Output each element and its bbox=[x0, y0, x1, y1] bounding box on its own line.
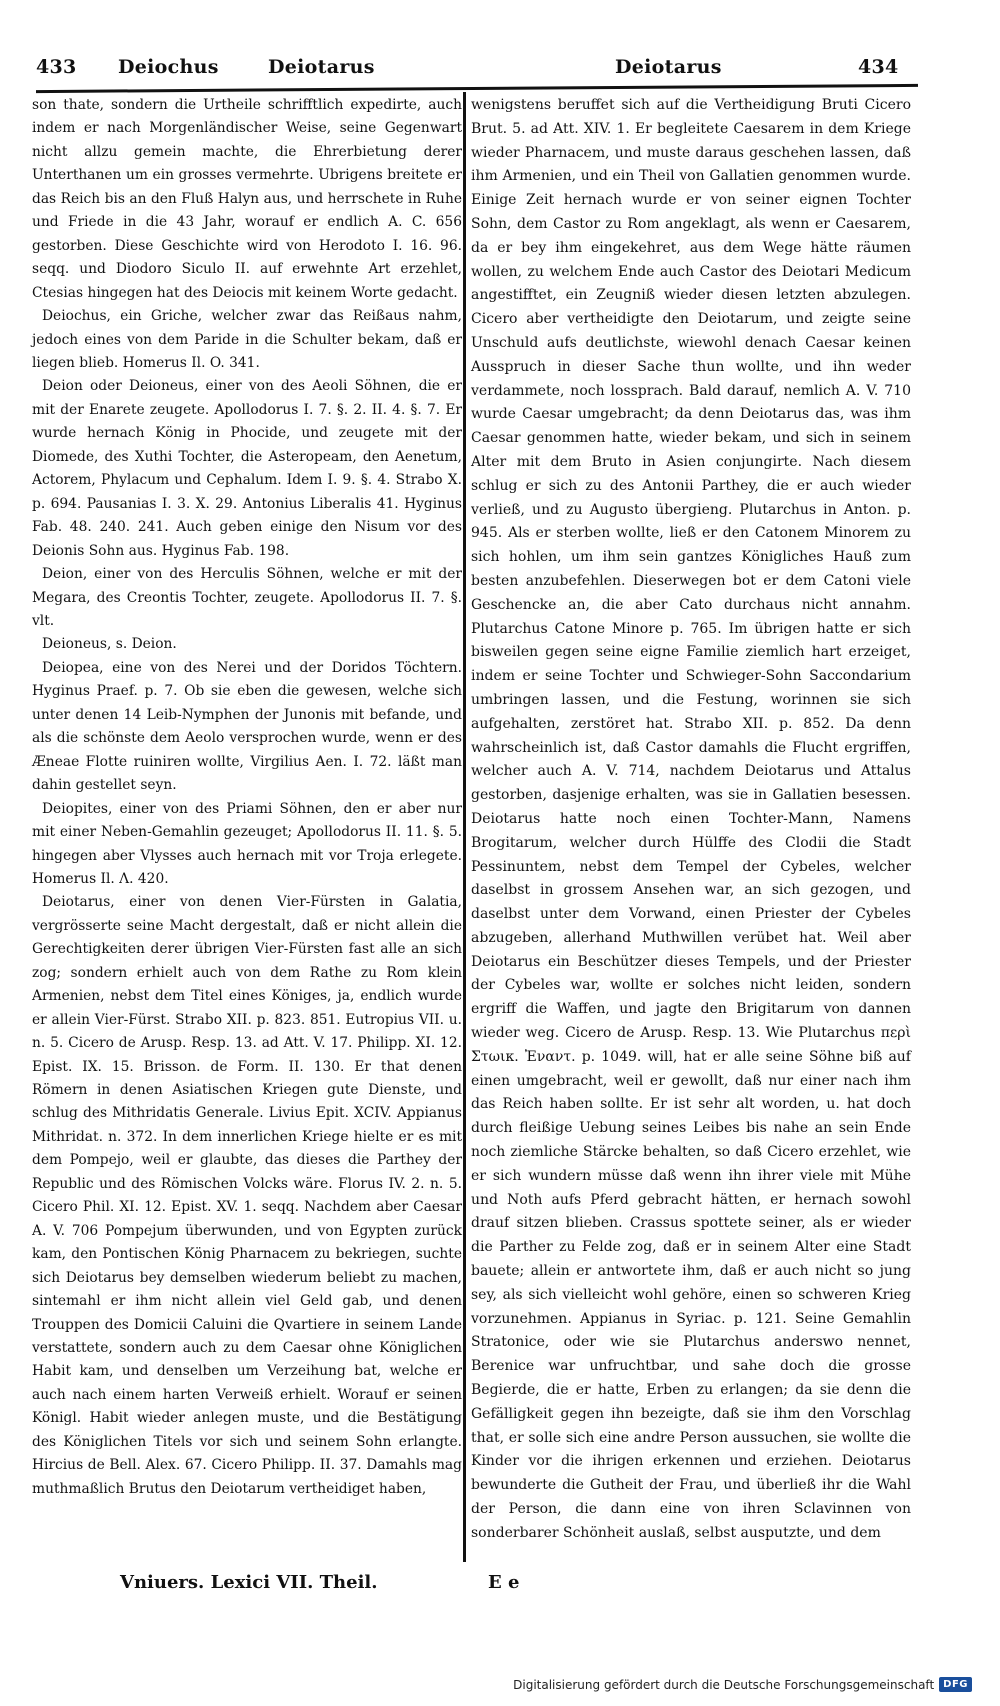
entry-paragraph: Deiopites, einer von des Priami Söhnen, den er aber nur mit einer Neben-Gemahlin gezeuget; Apollodorus II. 11. §. 5. hingegen aber Vlysses auch hernach mit vor Troja erlegete. Homerus Il. Λ. 420. bbox=[32, 800, 462, 887]
entry-paragraph: Deion, einer von des Herculis Söhnen, welche er mit der Megara, des Creontis Tochter, zeugete. Apollodorus II. 7. §. vlt. bbox=[32, 566, 462, 629]
column-divider bbox=[463, 92, 466, 1562]
header-rule bbox=[36, 84, 918, 93]
entry-paragraph: Deiopea, eine von des Nerei und der Doridos Töchtern. Hyginus Praef. p. 7. Ob sie eben die gewesen, welche sich unter denen 14 Leib-Nymphen der Junonis mit befande, und als die schönste dem Aeolo versprochen wurde, wenn er des Æneae Flotte ruiniren wollte, Virgilius Aen. I. 72. läßt man dahin gestellet seyn. bbox=[32, 659, 462, 794]
entry-paragraph: Deion oder Deioneus, einer von des Aeoli Söhnen, die er mit der Enarete zeugete. Apollodorus I. 7. §. 2. II. 4. §. 7. Er wurde hernach König in Phocide, und zeugete mit der Diomede, des Xuthi Tochter, die Asteropeam, den Aenetum, Actorem, Phylacum und Cephalum. Idem I. 9. §. 4. Strabo X. p. 694. Pausanias I. 3. X. 29. Antonius Liberalis 41. Hyginus Fab. 48. 240. 241. Auch geben einige den Nisum vor des Deionis Sohn aus. Hyginus Fab. 198. bbox=[32, 378, 462, 559]
entry-paragraph: wenigstens beruffet sich auf die Vertheidigung Bruti Cicero Brut. 5. ad Att. XIV. 1. Er begleitete Caesarem in dem Kriege wieder Pharnacem, und muste daraus geschehen lassen, daß ihm Armenien, und ein Theil von Gallatien genommen wurde. Einige Zeit hernach wurde er von seiner eignen Tochter Sohn, dem Castor zu Rom angeklagt, als wenn er Caesarem, da er bey ihm eingekehret, aus dem Wege hätte räumen wollen, zu welchem Ende auch Castor des Deiotari Medicum angestifftet, ein Zeugniß wieder diesen letzten abzulegen. Cicero aber vertheidigte den Deiotarum, und zeigte seine Unschuld aufs deutlichste, wiewohl denach Caesar keinen Ausspruch in dieser Sache thun wollte, und ihn weder verdammete, noch lossprach. Bald darauf, nemlich A. V. 710 wurde Caesar umgebracht; da denn Deiotarus das, was ihm Caesar genommen hatte, wieder bekam, und sich in seinem Alter mit dem Bruto in Asien conjungirte. Nach diesem schlug er sich zu des Antonii Parthey, die er auch wieder verließ, und zu Augusto übergieng. Plutarchus in Anton. p. 945. Als er sterben wollte, ließ er den Catonem Minorem zu sich hohlen, um ihm sein gantzes Königliches Hauß zum besten anzubefehlen. Dieserwegen bot er dem Catoni viele Geschencke an, die aber Cato durchaus nicht annahm. Plutarchus Catone Minore p. 765. Im übrigen hatte er sich bisweilen gegen seine eigne Familie ziemlich hart erzeiget, indem er seine Tochter und Schwieger-Sohn Saccondarium umbringen lassen, und die Festung, worinnen sie sich aufgehalten, zerstöret hat. Strabo XII. p. 852. Da denn wahrscheinlich ist, daß Castor damahls die Flucht ergriffen, welcher auch A. V. 714, nachdem Deiotarus und Attalus gestorben, dasjenige erhalten, was sie in Gallatien besessen. Deiotarus hatte noch einen Tochter-Mann, Namens Brogitarum, welcher durch Hülffe des Clodii die Stadt Pessinuntem, nebst dem Tempel der Cybeles, welcher daselbst in grossem Ansehen war, an sich gezogen, und daselbst unter dem Vorwand, einen Priester der Cybeles abzugeben, allerhand Muthwillen verübet hat. Weil aber Deiotarus ein Beschützer dieses Tempels, und der Priester der Cybeles war, wollte er solches nicht leiden, sondern ergriff die Waffen, und jagte den Brigitarum von dannen wieder weg. Cicero de Arusp. Resp. 13. Wie Plutarchus περὶ Στωικ. Ἐναντ. p. 1049. will, hat er alle seine Söhne biß auf einen umgebracht, weil er gewollt, daß nur einer nach ihm das Reich haben sollte. Er ist sehr alt worden, u. hat doch durch fleißige Uebung seines Leibes bis nahe an sein Ende noch ziemliche Stärcke behalten, so daß Cicero erzehlet, wie er sich wundern müsse daß wenn ihn ihrer viele mit Mühe und Noth aufs Pferd gebracht hätten, er hernach sowohl drauf sitzen blieben. Crassus spottete seiner, als er wieder die Parther zu Felde zog, daß er in seinem Alter eine Stadt bauete; allein er antwortete ihm, daß er auch nicht so jung sey, als sich vielleicht wohl gehöre, einen so schweren Krieg vorzunehmen. Appianus in Syriac. p. 121. Seine Gemahlin Stratonice, oder wie sie Plutarchus anderswo nennet, Berenice war unfruchtbar, und sahe doch die grosse Begierde, die er hatte, Erben zu erlangen; da sie denn die Gefälligkeit gegen ihn bezeigte, daß sie ihm den Vorschlag that, er solle sich eine andre Person aussuchen, sie wollte die Kinder vor die ihrigen erkennen und erziehen. Deiotarus bewunderte die Gutheit der Frau, und überließ ihr die Wahl der Person, die dann eine von ihren Sclavinnen von sonderbarer Schönheit auslaß, selbst ausputzte, und dem bbox=[471, 97, 911, 1541]
right-running-head: Deiotarus bbox=[615, 56, 722, 78]
entry-paragraph: Deiochus, ein Griche, welcher zwar das Reißaus nahm, jedoch eines von dem Paride in die Schulter bekam, daß er liegen blieb. Homerus Il. O. 341. bbox=[32, 308, 462, 371]
entry-paragraph: Deioneus, s. Deion. bbox=[42, 636, 177, 653]
entry-paragraph: Deiotarus, einer von denen Vier-Fürsten in Galatia, vergrösserte seine Macht dergestalt, daß er nicht allein die Gerechtigkeiten derer übrigen Vier-Fürsten fast alle an sich zog; sondern erhielt auch von dem Rathe zu Rom klein Armenien, nebst dem Titel eines Königes, ja, endlich wurde er allein Vier-Fürst. Strabo XII. p. 823. 851. Eutropius VII. u. n. 5. Cicero de Arusp. Resp. 13. ad Att. V. 17. Philipp. XI. 12. Epist. IX. 15. Brisson. de Form. II. 130. Er that denen Römern in denen Asiatischen Kriegen gute Dienste, und schlug des Mithridatis Generale. Livius Epit. XCIV. Appianus Mithridat. n. 372. In dem innerlichen Kriege hielte er es mit dem Pompejo, weil er glaubte, das dieses die Parthey der Republic und des Römischen Volcks wäre. Florus IV. 2. n. 5. Cicero Phil. XI. 12. Epist. XV. 1. seqq. Nachdem aber Caesar A. V. 706 Pompejum überwunden, und von Egypten zurück kam, den Pontischen König Pharnacem zu bekriegen, suchte sich Deiotarus bey demselben wiederum beliebt zu machen, sintemahl er ihm nicht allein viel Geld gab, und denen Trouppen des Domicii Caluini die Qvartiere in seinem Lande verstattete, sondern auch zu dem Caesar ohne Königlichen Habit kam, und denselben um Verzeihung bat, welche er auch nach einem harten Verweiß erhielt. Worauf er seinen Königl. Habit wieder anlegen muste, und die Bestätigung des Königlichen Titels vor sich und seinem Sohn erlangte. Hircius de Bell. Alex. 67. Cicero Philipp. II. 37. Damahls mag muthmaßlich Brutus den Deiotarum vertheidiget haben, bbox=[32, 894, 462, 1497]
left-page-number: 433 bbox=[36, 56, 77, 78]
left-running-head-1: Deiochus bbox=[118, 56, 219, 78]
entry-paragraph: son thate, sondern die Urtheile schrifftlich expedirte, auch indem er nach Morgenländischer Weise, seine Gegenwart nicht allzu gemein machte, die Ehrerbietung derer Unterthanen um ein grosses vermehrte. Ubrigens breitete er das Reich bis an den Fluß Halyn aus, und herrschete in Ruhe und Friede in die 43 Jahr, worauf er endlich A. C. 656 gestorben. Diese Geschichte wird von Herodoto I. 16. 96. seqq. und Diodoro Siculo II. auf erwehnte Art erzehlet, Ctesias hingegen hat des Deiocis mit keinem Worte gedacht. bbox=[32, 97, 462, 301]
left-running-head-2: Deiotarus bbox=[268, 56, 375, 78]
right-page-number: 434 bbox=[858, 56, 899, 78]
credit-text: Digitalisierung gefördert durch die Deutsche Forschungsgemeinschaft bbox=[513, 1677, 935, 1692]
signature-mark: E e bbox=[488, 1572, 520, 1593]
right-column bbox=[471, 94, 911, 1546]
signature-line: Vniuers. Lexici VII. Theil. bbox=[120, 1572, 378, 1593]
dfg-logo: DFG bbox=[939, 1677, 972, 1692]
digitization-credit bbox=[513, 1677, 972, 1692]
left-column bbox=[32, 94, 462, 1501]
